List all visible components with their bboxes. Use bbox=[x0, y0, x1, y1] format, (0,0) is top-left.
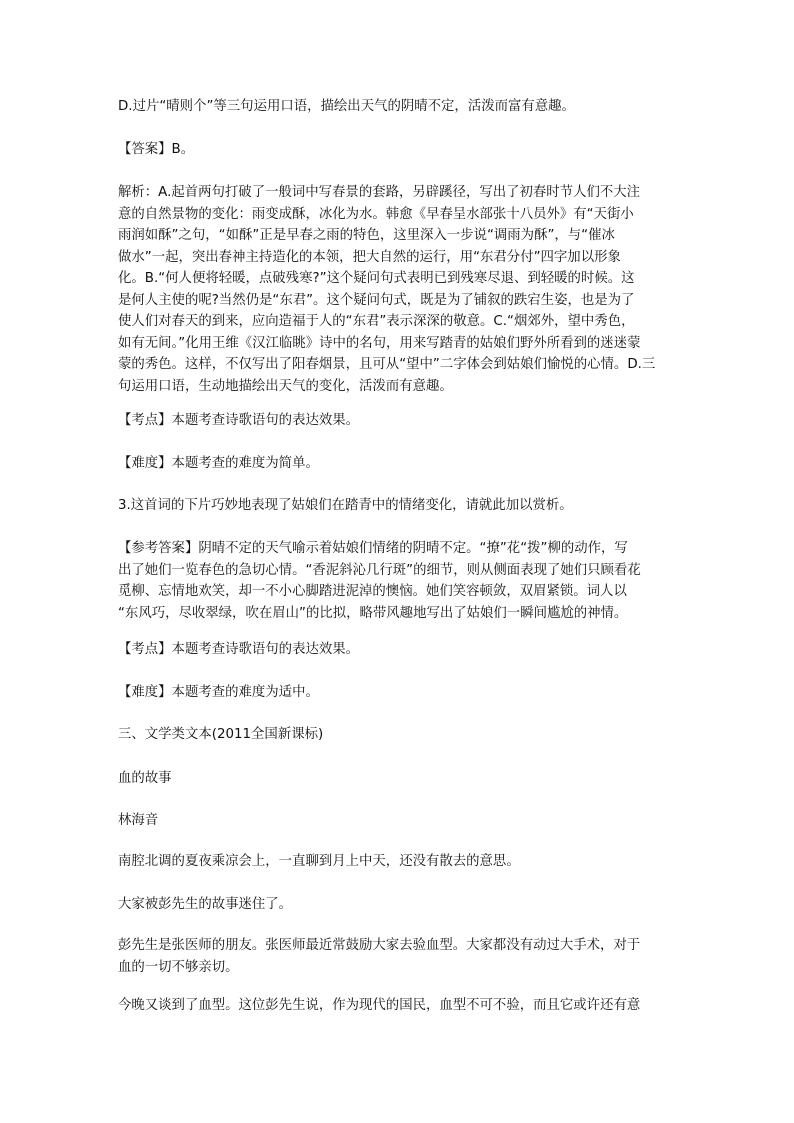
text-line: 句运用口语，生动地描绘出天气的变化，活泼而有意趣。 bbox=[118, 378, 453, 394]
text-line: 如有无间。”化用王维《汉江临眺》诗中的名句，用来写踏青的姑娘们野外所看到的迷迷蒙 bbox=[118, 335, 641, 351]
text-line: 3.这首词的下片巧妙地表现了姑娘们在踏青中的情绪变化，请就此加以赏析。 bbox=[118, 498, 573, 513]
text-line: 做水”一起，突出春神主持造化的本领，把大自然的运行，用“东君分付”四字加以形象 bbox=[118, 249, 621, 265]
text-line: 血的一切不够亲切。 bbox=[118, 959, 239, 975]
text-line: 今晚又谈到了血型。这位彭先生说，作为现代的国民，血型不可不验，而且它或许还有意 bbox=[118, 998, 641, 1013]
text-line: 觅柳、忘情地欢笑，却一不小心脚踏进泥淖的懊恼。她们笑容顿敛，双眉紧锁。词人以 bbox=[118, 584, 627, 599]
text-line: 蒙的秀色。这样，不仅写出了阳春烟景，且可从“望中”二字体会到姑娘们愉悦的心情。D.三 bbox=[118, 357, 656, 372]
text-line: 南腔北调的夏夜乘凉会上，一直聊到月上中天，还没有散去的意思。 bbox=[118, 854, 520, 869]
text-line: 化。B.“何人便将轻暖，点破残寒?”这个疑问句式表明已到残寒尽退、到轻暖的时候。这 bbox=[118, 271, 635, 286]
text-line: 是何人主使的呢?当然仍是“东君”。这个疑问句式，既是为了铺叙的跌宕生姿，也是为了 bbox=[118, 292, 635, 308]
text-line: 【难度】本题考查的难度为简单。 bbox=[118, 456, 319, 471]
text-line: 彭先生是张医师的朋友。张医师最近常鼓励大家去验血型。大家都没有动过大手术，对于 bbox=[118, 938, 641, 953]
text-line: 三、文学类文本(2011全国新课标) bbox=[118, 727, 324, 742]
text-line: 大家被彭先生的故事迷住了。 bbox=[118, 897, 293, 912]
text-line: D.过片“晴则个”等三句运用口语，描绘出天气的阴晴不定，活泼而富有意趣。 bbox=[118, 99, 575, 114]
text-line: 【考点】本题考查诗歌语句的表达效果。 bbox=[118, 642, 360, 657]
text-line: 【难度】本题考查的难度为适中。 bbox=[118, 685, 319, 700]
text-line: 林海音 bbox=[118, 813, 159, 828]
text-line: “东风巧，尽收翠绿，吹在眉山”的比拟，略带风趣地写出了姑娘们一瞬间尴尬的神情。 bbox=[118, 605, 628, 621]
text-line: 血的故事 bbox=[118, 771, 172, 786]
text-line: 【参考答案】阴晴不定的天气喻示着姑娘们情绪的阴晴不定。“撩”花“拨”柳的动作，写 bbox=[118, 541, 628, 556]
text-line: 雨润如酥”之句，“如酥”正是早春之雨的特色，这里深入一步说“调雨为酥”，与“催冰 bbox=[118, 228, 615, 243]
text-line: 解析：A.起首两句打破了一般词中写春景的套路，另辟蹊径，写出了初春时节人们不大注 bbox=[118, 185, 641, 200]
text-line: 【考点】本题考查诗歌语句的表达效果。 bbox=[118, 413, 360, 428]
text-line: 【答案】B。 bbox=[118, 142, 195, 157]
text-line: 意的自然景物的变化：雨变成酥，冰化为水。韩愈《早春呈水部张十八员外》有“天街小 bbox=[118, 206, 634, 222]
text-line: 使人们对春天的到来，应向造福于人的“东君”表示深深的敬意。C.“烟郊外，望中秀色， bbox=[118, 314, 635, 329]
text-line: 出了她们一览春色的急切心情。“香泥斜沁几行斑”的细节，则从侧面表现了她们只顾看花 bbox=[118, 562, 641, 578]
